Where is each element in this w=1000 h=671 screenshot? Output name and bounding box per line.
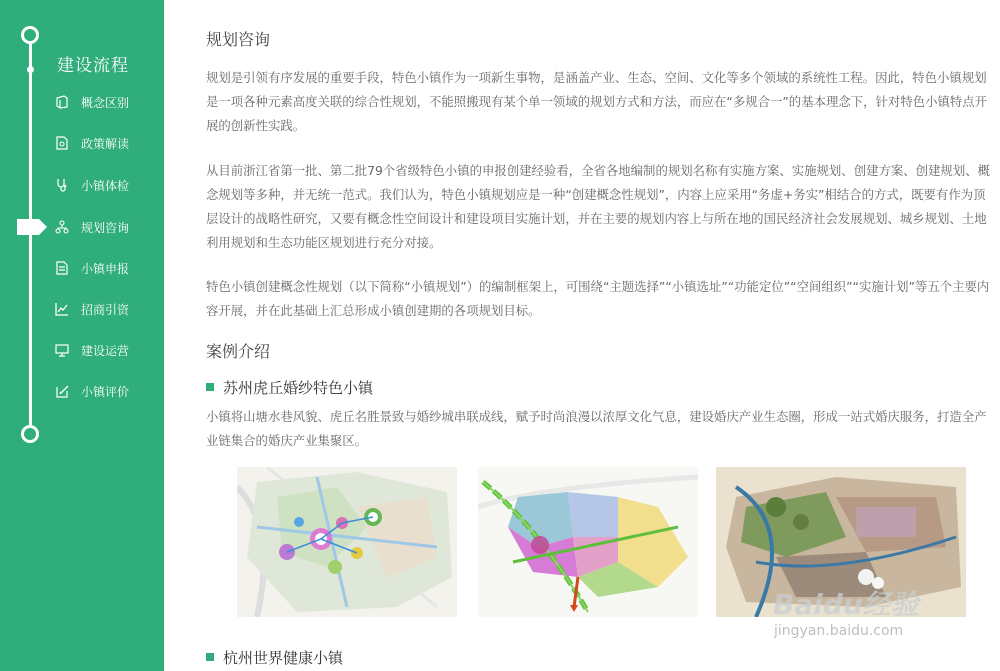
timeline-dot (27, 66, 34, 73)
stethoscope-icon (55, 178, 69, 192)
case-map-image-1 (237, 467, 457, 617)
watermark-brand: Baidu经验 (773, 588, 919, 621)
monitor-icon (55, 343, 69, 357)
section-title-cases: 案例介绍 (206, 342, 271, 361)
bullet-square (206, 383, 214, 391)
sidebar-item-label: 建设运营 (81, 344, 130, 358)
sidebar-item-evaluation[interactable] (0, 377, 164, 405)
paragraph-3: 特色小镇创建概念性规划（以下简称“小镇规划”）的编制框架上，可围绕“主题选择”“小镇选址”“功能定位”“空间组织”“实施计划”等五个主要内容开展，并在此基础上汇总形成小镇创建期的各项规划目标。 (206, 279, 990, 318)
sidebar-item-investment[interactable] (0, 295, 164, 323)
sidebar-item-label: 招商引资 (81, 303, 130, 317)
sidebar-title: 建设流程 (57, 56, 129, 76)
case-title-text: 苏州虎丘婚纱特色小镇 (223, 379, 374, 397)
sidebar (0, 0, 164, 671)
sidebar-item-label: 小镇评价 (81, 385, 130, 399)
paragraph-1: 规划是引领有序发展的重要手段，特色小镇作为一项新生事物，是涵盖产业、生态、空间、文化等多个领域的系统性工程。因此，特色小镇规划是一项各种元素高度关联的综合性规划，不能照搬现有某个单一领域的规划方式和方法，而应在“多规合一”的基本理念下，针对特色小镇特点开展的创新性实践。 (206, 70, 988, 133)
case-title-2 (206, 647, 343, 668)
sidebar-item-label: 规划咨询 (81, 221, 130, 235)
document-search-icon (55, 136, 69, 150)
case-title-text: 杭州世界健康小镇 (223, 649, 344, 667)
sidebar-item-label: 小镇体检 (81, 179, 130, 193)
sidebar-item-declaration[interactable] (0, 254, 164, 282)
case-description-1: 小镇将山塘水巷风貌、虎丘名胜景致与婚纱城串联成线，赋予时尚浪漫以浓厚文化气息，建设婚庆产业生态圈，形成一站式婚庆服务，打造全产业链集合的婚庆产业集聚区。 (206, 409, 987, 448)
book-icon (55, 95, 69, 109)
report-icon (55, 261, 69, 275)
sidebar-item-concept[interactable] (0, 88, 164, 116)
edit-icon (55, 384, 69, 398)
watermark-url: jingyan.baidu.com (774, 623, 904, 639)
timeline-start-circle (21, 26, 39, 44)
sidebar-item-label: 小镇申报 (81, 262, 130, 276)
trend-chart-icon (55, 302, 69, 316)
sidebar-item-label: 政策解读 (81, 137, 130, 151)
case-title-1 (206, 377, 373, 398)
hierarchy-icon (55, 220, 69, 234)
section-title-planning: 规划咨询 (206, 30, 271, 49)
sidebar-item-planning[interactable] (0, 213, 164, 241)
sidebar-item-checkup[interactable] (0, 171, 164, 199)
timeline-end-circle (21, 425, 39, 443)
paragraph-2: 从目前浙江省第一批、第二批79个省级特色小镇的申报创建经验看，全省各地编制的规划名称有实施方案、实施规划、创建方案、创建规划、概念规划等多种，并无统一范式。我们认为，特色小镇规划应是一种“创建概念性规划”，内容上应采用“务虚+务实”相结合的方式，既要有作为顶层设计的战略性研究，又要有概念性空间设计和建设项目实施计划，并在主要的规划内容上与所在地的国民经济社会发展规划、城乡规划、土地利用规划和生态功能区规划进行充分对接。 (206, 163, 990, 250)
sidebar-item-policy[interactable] (0, 129, 164, 157)
sidebar-item-operation[interactable] (0, 336, 164, 364)
sidebar-item-label: 概念区别 (81, 96, 130, 110)
case-map-image-2 (478, 467, 698, 617)
bullet-square (206, 653, 214, 661)
